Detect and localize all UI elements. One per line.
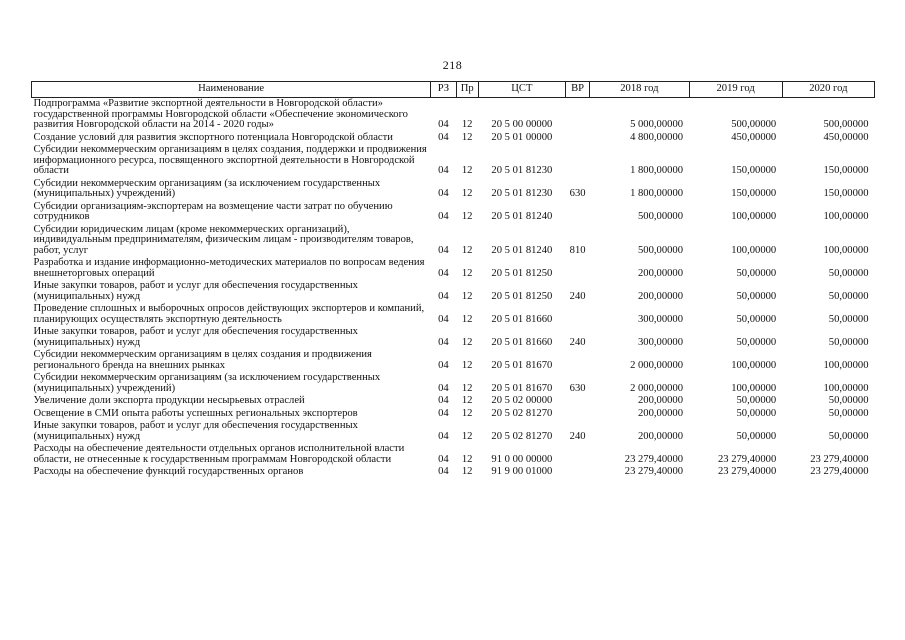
cell-2018: 1 800,00000 bbox=[630, 165, 684, 176]
table-row bbox=[32, 372, 875, 395]
cell-2020: 450,00000 bbox=[823, 131, 869, 143]
header-rz: РЗ bbox=[431, 82, 456, 98]
cell-vr bbox=[565, 132, 589, 145]
cell-2020: 100,00000 bbox=[823, 244, 869, 256]
cell-vr bbox=[565, 144, 589, 178]
cell-2019: 50,00000 bbox=[736, 407, 777, 419]
cell-cst: 20 5 01 81240 bbox=[491, 211, 553, 222]
header-name: Наименование bbox=[32, 82, 431, 98]
cell-2018: 200,00000 bbox=[638, 430, 684, 442]
cell-rz: 04 bbox=[438, 336, 449, 348]
cell-cst: 20 5 01 81230 bbox=[491, 188, 553, 199]
cell-2020: 50,00000 bbox=[828, 430, 869, 442]
cell-name: Иные закупки товаров, работ и услуг для обеспечения государственных (муниципальных) нужд bbox=[33, 420, 358, 442]
header-pr: Пр bbox=[456, 82, 478, 98]
cell-pr: 12 bbox=[461, 430, 473, 442]
cell-2020: 100,00000 bbox=[823, 211, 869, 222]
cell-2018: 300,00000 bbox=[638, 336, 684, 348]
cell-pr: 12 bbox=[461, 211, 473, 222]
cell-2018: 5 000,00000 bbox=[630, 119, 684, 130]
cell-2018: 4 800,00000 bbox=[630, 131, 684, 143]
cell-vr bbox=[565, 349, 589, 372]
cell-name: Освещение в СМИ опыта работы успешных региональных экспортеров bbox=[33, 407, 358, 419]
cell-pr: 12 bbox=[461, 395, 473, 406]
cell-2020: 100,00000 bbox=[823, 382, 869, 394]
cell-vr: 630 bbox=[569, 188, 586, 199]
cell-pr: 12 bbox=[461, 382, 473, 394]
table-row bbox=[32, 201, 875, 224]
cell-2019: 50,00000 bbox=[736, 313, 777, 325]
cell-cst: 20 5 01 81660 bbox=[491, 336, 553, 348]
cell-2020: 50,00000 bbox=[828, 407, 869, 419]
cell-rz: 04 bbox=[438, 395, 449, 406]
cell-vr bbox=[565, 98, 589, 132]
cell-cst: 20 5 02 00000 bbox=[491, 395, 553, 406]
cell-2018: 23 279,40000 bbox=[624, 453, 684, 465]
cell-2019: 500,00000 bbox=[731, 119, 777, 130]
cell-vr bbox=[565, 257, 589, 280]
cell-pr: 12 bbox=[461, 188, 473, 199]
cell-2018: 500,00000 bbox=[638, 211, 684, 222]
cell-2020: 50,00000 bbox=[828, 313, 869, 325]
cell-2019: 100,00000 bbox=[731, 244, 777, 256]
cell-2020: 23 279,40000 bbox=[810, 466, 869, 477]
cell-pr: 12 bbox=[461, 267, 473, 279]
cell-vr: 630 bbox=[569, 382, 586, 394]
cell-name: Субсидии некоммерческим организациям (за исключением государственных (муниципальных) учреждений) bbox=[33, 177, 381, 199]
cell-name: Увеличение доли экспорта продукции несырьевых отраслей bbox=[33, 395, 305, 406]
cell-rz: 04 bbox=[438, 382, 449, 394]
cell-cst: 20 5 01 81250 bbox=[491, 290, 553, 302]
table-row bbox=[32, 257, 875, 280]
cell-2018: 200,00000 bbox=[638, 290, 684, 302]
cell-name: Субсидии некоммерческим организациям в целях создания и продвижения регионального бренда на внешних рынках bbox=[33, 349, 372, 371]
cell-pr: 12 bbox=[461, 453, 473, 465]
cell-2018: 200,00000 bbox=[638, 395, 684, 406]
cell-2020: 150,00000 bbox=[823, 165, 869, 176]
table-body bbox=[32, 98, 875, 479]
cell-rz: 04 bbox=[438, 313, 449, 325]
cell-rz: 04 bbox=[438, 466, 449, 477]
cell-2020: 50,00000 bbox=[828, 395, 869, 406]
cell-2019: 150,00000 bbox=[731, 188, 777, 199]
cell-2019: 50,00000 bbox=[736, 336, 777, 348]
table-row bbox=[32, 443, 875, 466]
cell-rz: 04 bbox=[438, 407, 449, 419]
header-row bbox=[32, 82, 875, 98]
cell-cst: 91 0 00 00000 bbox=[491, 453, 553, 465]
cell-2018: 2 000,00000 bbox=[630, 359, 684, 371]
cell-name: Субсидии некоммерческим организациям (за исключением государственных (муниципальных) учреждений) bbox=[33, 372, 381, 394]
cell-vr: 240 bbox=[569, 290, 586, 302]
cell-name: Проведение сплошных и выборочных опросов действующих экспортеров и компаний, планирующих осуществлять экспортную деятельность bbox=[33, 303, 425, 325]
cell-rz: 04 bbox=[438, 359, 449, 371]
cell-cst: 20 5 02 81270 bbox=[491, 407, 553, 419]
table-row bbox=[32, 144, 875, 178]
cell-rz: 04 bbox=[438, 165, 449, 176]
cell-pr: 12 bbox=[461, 119, 473, 130]
table-row bbox=[32, 326, 875, 349]
cell-2019: 100,00000 bbox=[731, 359, 777, 371]
cell-2020: 50,00000 bbox=[828, 336, 869, 348]
cell-rz: 04 bbox=[438, 453, 449, 465]
cell-cst: 91 9 00 01000 bbox=[491, 466, 553, 477]
cell-vr bbox=[565, 466, 589, 479]
cell-cst: 20 5 01 81670 bbox=[491, 382, 553, 394]
table-row bbox=[32, 224, 875, 258]
cell-vr bbox=[565, 201, 589, 224]
header-cst: ЦСТ bbox=[478, 82, 565, 98]
cell-cst: 20 5 01 81660 bbox=[491, 313, 553, 325]
cell-name: Разработка и издание информационно-методических материалов по вопросам ведения внешнеторговых операций bbox=[33, 257, 425, 279]
cell-cst: 20 5 00 00000 bbox=[491, 119, 553, 130]
cell-rz: 04 bbox=[438, 430, 449, 442]
cell-vr bbox=[565, 395, 589, 408]
table-header bbox=[32, 82, 875, 98]
cell-2018: 200,00000 bbox=[638, 407, 684, 419]
cell-pr: 12 bbox=[461, 131, 473, 143]
cell-pr: 12 bbox=[461, 165, 473, 176]
table-row bbox=[32, 395, 875, 408]
cell-2018: 300,00000 bbox=[638, 313, 684, 325]
cell-2020: 500,00000 bbox=[823, 119, 869, 130]
cell-2020: 50,00000 bbox=[828, 290, 869, 302]
header-2020: 2020 год bbox=[782, 82, 874, 98]
cell-pr: 12 bbox=[461, 336, 473, 348]
table-row bbox=[32, 420, 875, 443]
cell-2018: 500,00000 bbox=[638, 244, 684, 256]
cell-pr: 12 bbox=[461, 359, 473, 371]
cell-2019: 100,00000 bbox=[731, 382, 777, 394]
table-row bbox=[32, 408, 875, 421]
cell-name: Субсидии юридическим лицам (кроме некоммерческих организаций), индивидуальным предпринимателям, физическим лицам - производителям товаров, работ, услуг bbox=[33, 223, 414, 256]
cell-vr: 240 bbox=[569, 336, 586, 348]
cell-cst: 20 5 01 81240 bbox=[491, 244, 553, 256]
cell-rz: 04 bbox=[438, 267, 449, 279]
cell-name: Иные закупки товаров, работ и услуг для обеспечения государственных (муниципальных) нужд bbox=[33, 280, 358, 302]
cell-vr: 810 bbox=[569, 244, 586, 256]
cell-vr: 240 bbox=[569, 430, 586, 442]
cell-2019: 150,00000 bbox=[731, 165, 777, 176]
cell-pr: 12 bbox=[461, 466, 473, 477]
cell-vr bbox=[565, 443, 589, 466]
cell-pr: 12 bbox=[461, 244, 473, 256]
cell-name: Расходы на обеспечение деятельности отдельных органов исполнительной власти области, не отнесенные к государственным программам Новгородской области bbox=[33, 443, 405, 465]
table-row bbox=[32, 280, 875, 303]
cell-pr: 12 bbox=[461, 407, 473, 419]
table-row bbox=[32, 303, 875, 326]
cell-2019: 50,00000 bbox=[736, 430, 777, 442]
cell-2019: 450,00000 bbox=[731, 131, 777, 143]
cell-2019: 50,00000 bbox=[736, 267, 777, 279]
cell-rz: 04 bbox=[438, 119, 449, 130]
cell-vr bbox=[565, 408, 589, 421]
cell-name: Иные закупки товаров, работ и услуг для обеспечения государственных (муниципальных) нужд bbox=[33, 326, 358, 348]
table-row bbox=[32, 178, 875, 201]
cell-pr: 12 bbox=[461, 290, 473, 302]
page-number: 218 bbox=[442, 58, 463, 72]
cell-2018: 2 000,00000 bbox=[630, 382, 684, 394]
cell-rz: 04 bbox=[438, 211, 449, 222]
cell-vr bbox=[565, 303, 589, 326]
cell-name: Расходы на обеспечение функций государственных органов bbox=[33, 466, 304, 477]
cell-pr: 12 bbox=[461, 313, 473, 325]
cell-name: Создание условий для развития экспортного потенциала Новгородской области bbox=[33, 131, 393, 143]
budget-table bbox=[31, 81, 875, 479]
cell-cst: 20 5 01 81250 bbox=[491, 267, 553, 279]
cell-rz: 04 bbox=[438, 131, 449, 143]
cell-2020: 23 279,40000 bbox=[810, 453, 869, 465]
cell-2019: 50,00000 bbox=[736, 290, 777, 302]
table-row bbox=[32, 132, 875, 145]
cell-rz: 04 bbox=[438, 244, 449, 256]
header-vr: ВР bbox=[565, 82, 589, 98]
cell-2020: 150,00000 bbox=[823, 188, 869, 199]
cell-2020: 50,00000 bbox=[828, 267, 869, 279]
cell-2018: 23 279,40000 bbox=[624, 466, 684, 477]
header-2018: 2018 год bbox=[590, 82, 689, 98]
cell-2019: 23 279,40000 bbox=[717, 453, 777, 465]
cell-2020: 100,00000 bbox=[823, 359, 869, 371]
cell-cst: 20 5 01 81670 bbox=[491, 359, 553, 371]
cell-name: Субсидии некоммерческим организациям в целях создания, поддержки и продвижения информационного ресурса, посвященного экспортной деятельности в Новгородской области bbox=[33, 144, 427, 176]
cell-2019: 100,00000 bbox=[731, 211, 777, 222]
header-2019: 2019 год bbox=[689, 82, 782, 98]
cell-cst: 20 5 01 81230 bbox=[491, 165, 553, 176]
table-row bbox=[32, 349, 875, 372]
table-row bbox=[32, 98, 875, 132]
cell-cst: 20 5 02 81270 bbox=[491, 430, 553, 442]
cell-2019: 23 279,40000 bbox=[717, 466, 777, 477]
cell-name: Субсидии организациям-экспортерам на возмещение части затрат по обучению сотрудников bbox=[33, 200, 393, 222]
cell-rz: 04 bbox=[438, 188, 449, 199]
cell-cst: 20 5 01 00000 bbox=[491, 131, 553, 143]
cell-name: Подпрограмма «Развитие экспортной деятельности в Новгородской области» государственной программы Новгородской области «Обеспечение экономического развития Новгородской области на 2014 - 2020 годы» bbox=[33, 98, 408, 130]
cell-2018: 1 800,00000 bbox=[630, 188, 684, 199]
table-row bbox=[32, 466, 875, 479]
cell-rz: 04 bbox=[438, 290, 449, 302]
cell-2019: 50,00000 bbox=[736, 395, 777, 406]
cell-2018: 200,00000 bbox=[638, 267, 684, 279]
